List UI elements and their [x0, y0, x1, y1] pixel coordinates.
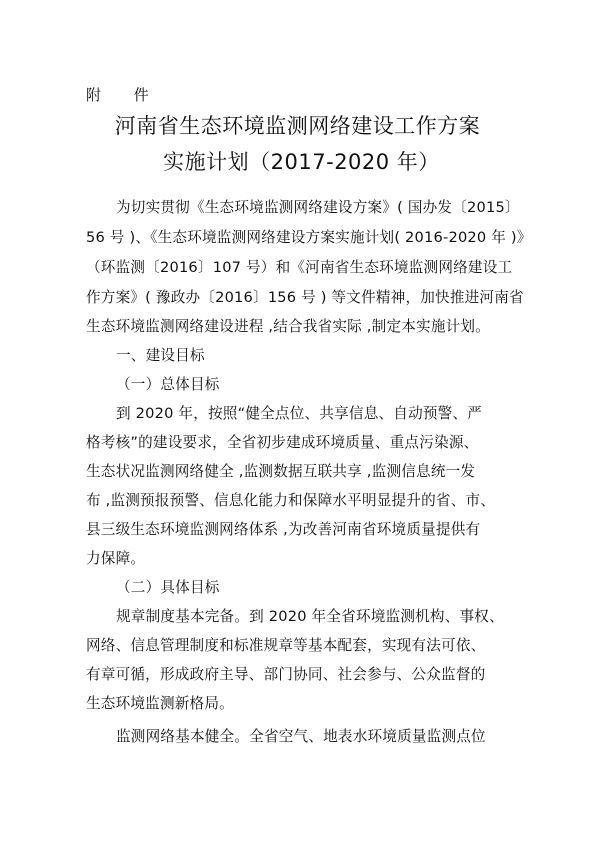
- body-line: 格考核”的建设要求，全省初步建成环境质量、重点污染源、: [86, 434, 479, 451]
- body-line: 为切实贯彻《生态环境监测网络建设方案》( 国办发〔2015〕: [116, 199, 520, 216]
- document-title-line-1: 河南省生态环境监测网络建设工作方案: [114, 114, 481, 138]
- body-line: 县三级生态环境监测网络体系 ,为改善河南省环境质量提供有: [86, 521, 481, 538]
- body-line: 到 2020 年，按照“健全点位、共享信息、自动预警、严: [116, 405, 483, 422]
- body-line: 生态状况监测网络健全 ,监测数据互联共享 ,监测信息统一发: [86, 463, 476, 480]
- body-line: 有章可循，形成政府主导、部门协同、社会参与、公众监督的: [86, 666, 486, 683]
- subsection-heading: （一）总体目标: [116, 376, 220, 393]
- subsection-heading: （二）具体目标: [116, 579, 220, 596]
- attachment-label: 附 件: [86, 86, 163, 104]
- body-line: 力保障。: [86, 550, 146, 567]
- body-line: 56 号 )、《生态环境监测网络建设方案实施计划( 2016-2020 年 )》: [86, 229, 532, 246]
- body-line: 布 ,监测预报预警、信息化能力和保障水平明显提升的省、市、: [86, 492, 496, 509]
- body-line: 监测网络基本健全。全省空气、地表水环境质量监测点位: [116, 728, 486, 745]
- document-title-line-2: 实施计划（2017-2020 年）: [163, 150, 440, 174]
- body-line: 生态环境监测网络建设进程 ,结合我省实际 ,制定本实施计划。: [86, 318, 490, 335]
- body-line: 网络、信息管理制度和标准规章等基本配套，实现有法可依、: [86, 637, 486, 654]
- section-heading: 一、建设目标: [116, 347, 205, 364]
- body-line: 规章制度基本完备。到 2020 年全省环境监测机构、事权、: [116, 608, 504, 625]
- body-line: 作方案》( 豫政办〔2016〕156 号 ) 等文件精神，加快推进河南省: [86, 289, 524, 306]
- body-line: （环监测〔2016〕107 号）和《河南省生态环境监测网络建设工: [86, 259, 513, 276]
- body-line: 生态环境监测新格局。: [86, 695, 234, 712]
